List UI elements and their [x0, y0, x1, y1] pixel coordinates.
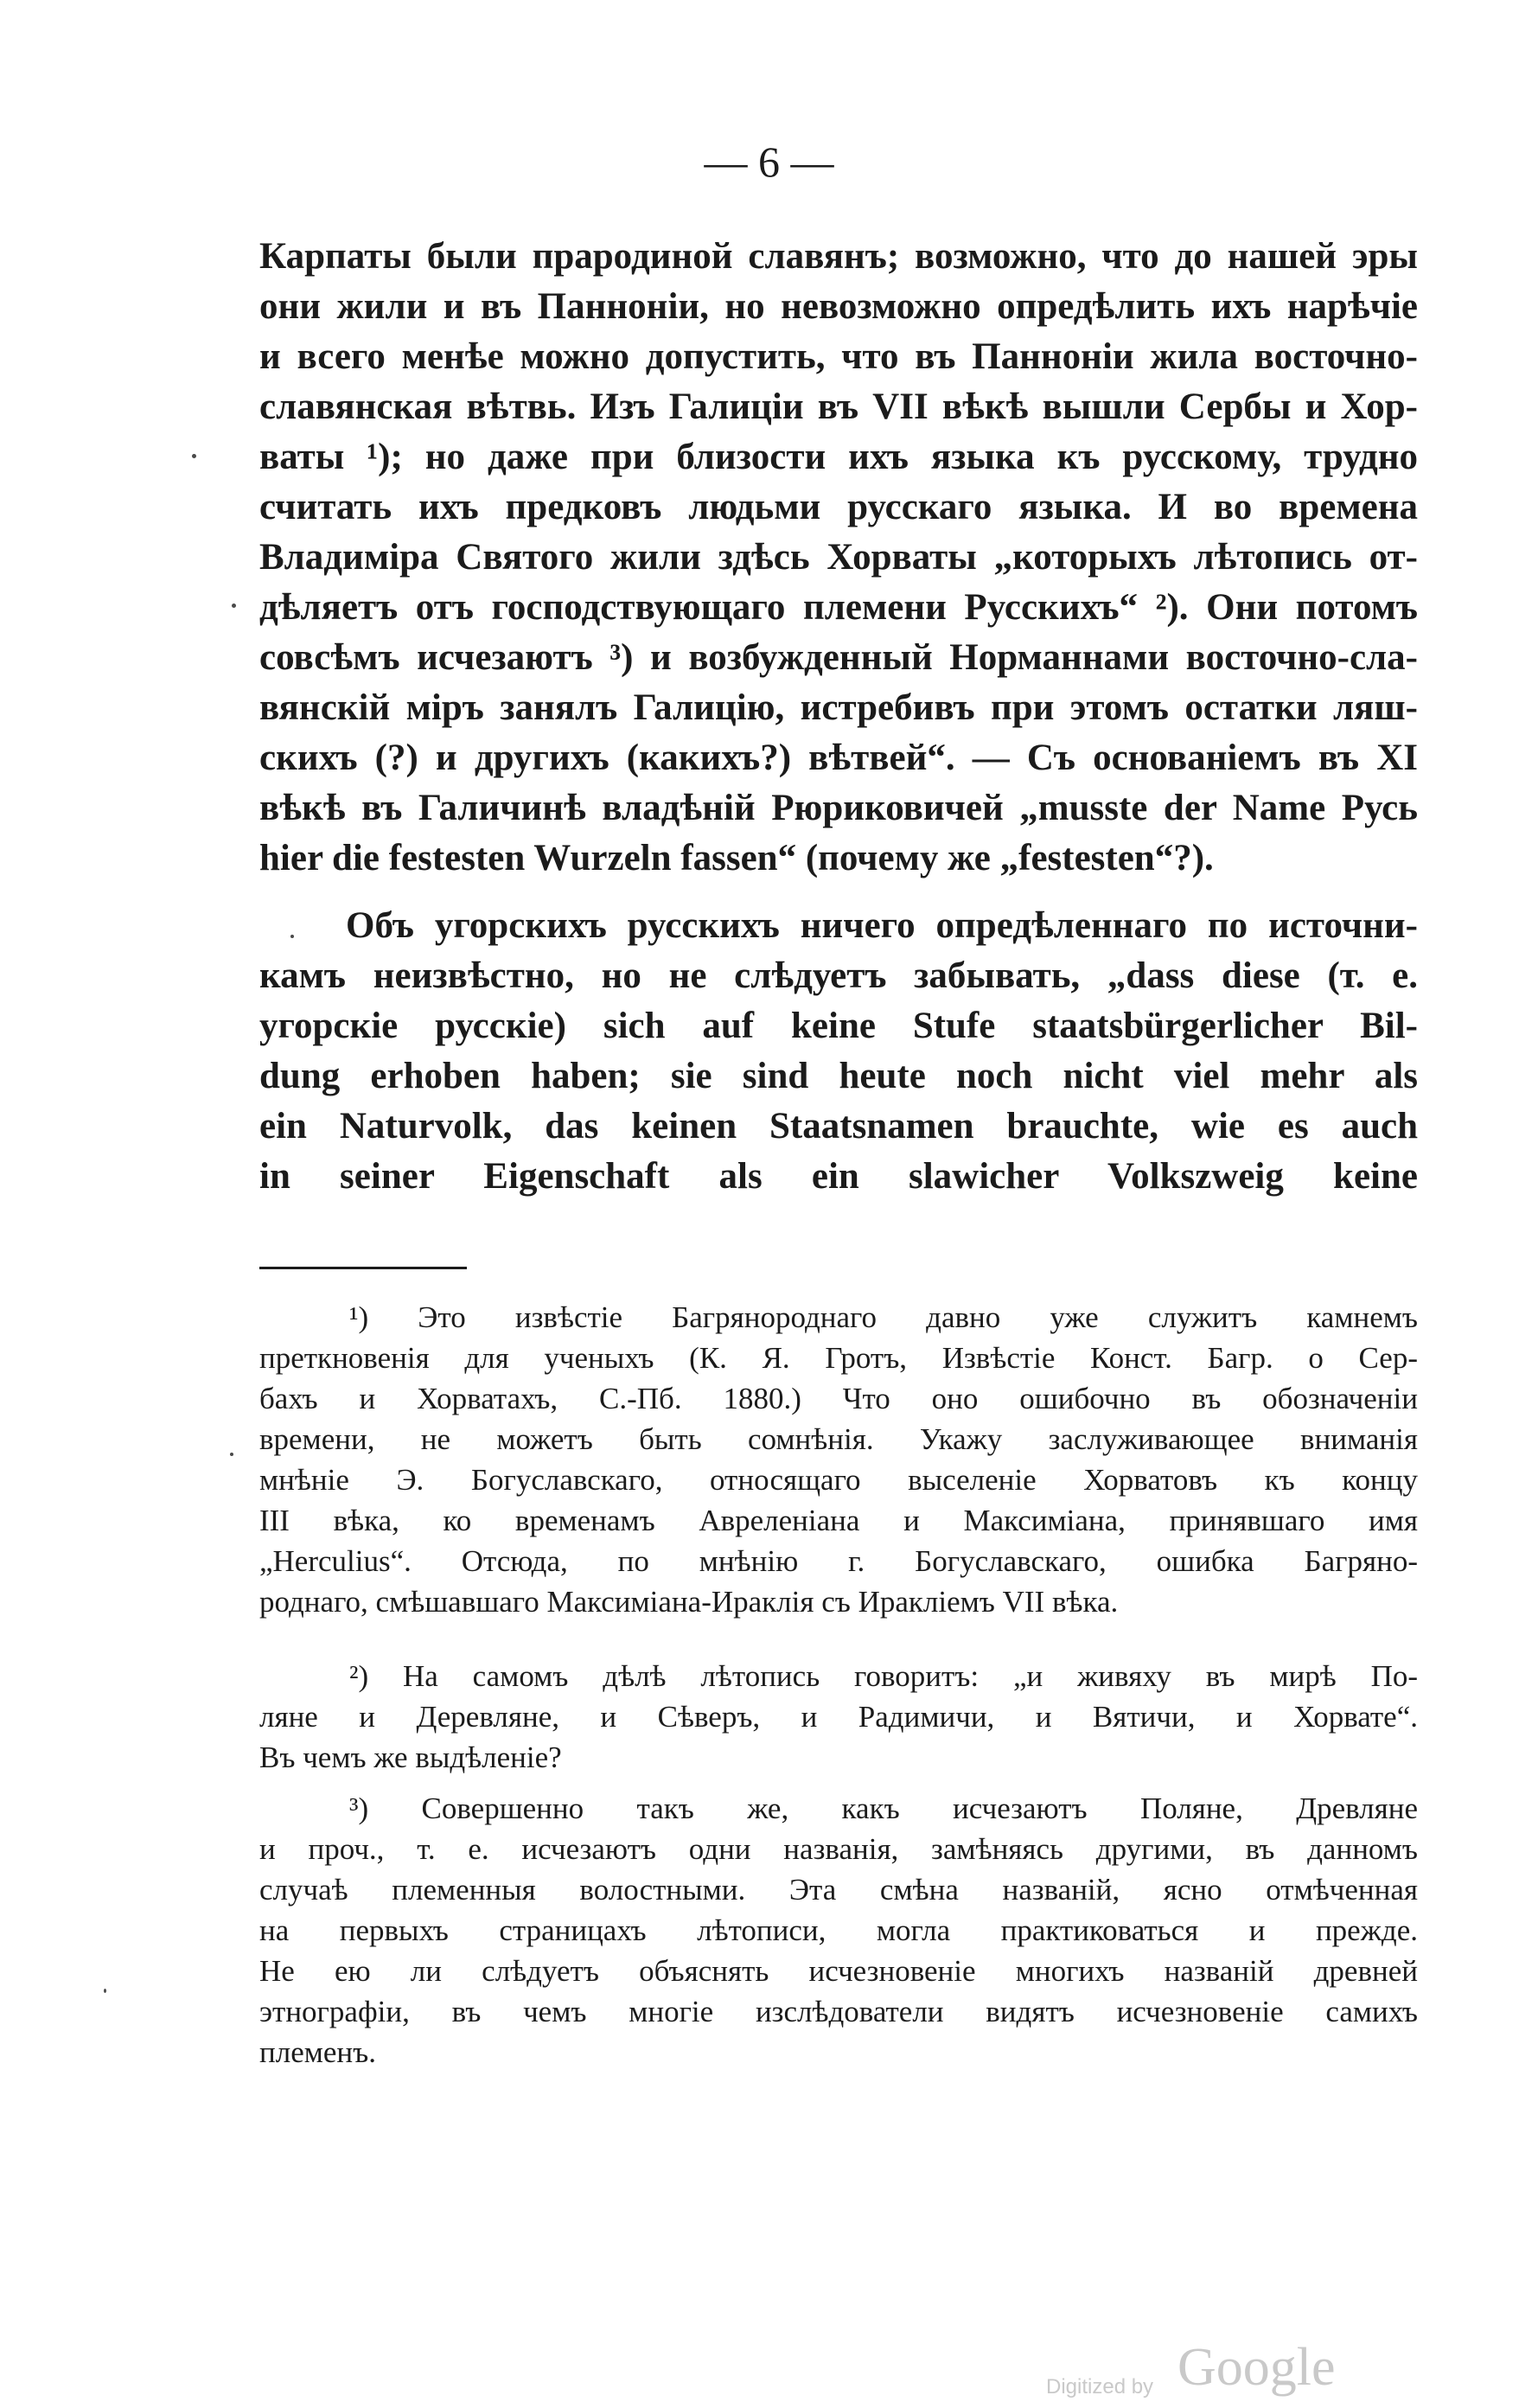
- scan-speck: [192, 454, 196, 458]
- scan-speck: [232, 604, 236, 608]
- footnote-line: „Herculius“. Отсюда, по мнѣнiю г. Богуславскаго, ошибка Багряно-: [259, 1544, 1418, 1578]
- footnote-line: случаѣ племенныя волостными. Эта смѣна названiй, ясно отмѣченная: [259, 1873, 1418, 1907]
- footnote-line: на первыхъ страницахъ лѣтописи, могла практиковаться и прежде.: [259, 1913, 1418, 1947]
- text-line: считать ихъ предковъ людьми русскаго языка. И во времена: [259, 487, 1418, 527]
- text-line: hier die festesten Wurzeln fassen“ (почему же „festesten“?).: [259, 838, 1214, 878]
- text-line: Владимiра Святого жили здѣсь Хорваты „которыхъ лѣтопись от-: [259, 537, 1418, 578]
- text-line: скихъ (?) и другихъ (какихъ?) вѣтвей“. — Съ основанiемъ въ XI: [259, 738, 1418, 778]
- footnote-line: мнѣнiе Э. Богуславскаго, относящаго выселенiе Хорватовъ къ концу: [259, 1463, 1418, 1497]
- footnote-line: племенъ.: [259, 2035, 376, 2069]
- footnote-line: этнографiи, въ чемъ многiе изслѣдователи видятъ исчезновенiе самихъ: [259, 1995, 1418, 2028]
- digitized-watermark: [1046, 2338, 1452, 2408]
- page-number: — 6 —: [704, 137, 834, 186]
- footnote-1: [259, 1297, 1418, 1622]
- main-paragraph-2: [259, 901, 1418, 1202]
- text-line: dung erhoben haben; sie sind heute noch nicht viel mehr als: [259, 1056, 1418, 1096]
- text-line: ваты ¹); но даже при близости ихъ языка къ русскому, трудно: [259, 437, 1418, 477]
- footnote-line: ляне и Деревляне, и Сѣверъ, и Радимичи, и Вятичи, и Хорвате“.: [259, 1700, 1418, 1734]
- text-line: ein Naturvolk, das keinen Staatsnamen brauchte, wie es auch: [259, 1106, 1418, 1147]
- text-line: совсѣмъ исчезаютъ ³) и возбужденный Норманнами восточно-сла-: [259, 637, 1418, 678]
- text-line: in seiner Eigenschaft als ein slawicher Volkszweig keine: [259, 1156, 1418, 1197]
- scan-speck: [230, 1453, 233, 1456]
- footnote-separator: [259, 1267, 467, 1269]
- text-line: они жили и въ Паннонiи, но невозможно опредѣлить ихъ нарѣчiе: [259, 286, 1418, 327]
- footnote-line: ¹) Это извѣстiе Багрянороднаго давно уже служитъ камнемъ: [349, 1300, 1418, 1334]
- footnote-line: Не ею ли слѣдуетъ объяснять исчезновенiе многихъ названiй древней: [259, 1954, 1418, 1988]
- footnote-line: Въ чемъ же выдѣленiе?: [259, 1741, 562, 1774]
- footnote-line: роднаго, смѣшавшаго Максимiана-Ираклiя съ Ираклiемъ VII вѣка.: [259, 1585, 1119, 1619]
- scan-speck: [104, 1989, 106, 1993]
- footnote-line: времени, не можетъ быть сомнѣнiя. Укажу заслуживающее вниманiя: [259, 1422, 1418, 1456]
- text-line: вѣкѣ въ Галичинѣ владѣнiй Рюриковичей „musste der Name Русь: [259, 788, 1418, 828]
- text-line: славянская вѣтвь. Изъ Галицiи въ VII вѣкѣ вышли Сербы и Хор-: [259, 386, 1418, 427]
- text-line: дѣляетъ отъ господствующаго племени Русскихъ“ ²). Они потомъ: [259, 587, 1418, 628]
- footnote-3: [259, 1788, 1418, 2073]
- scan-speck: [290, 935, 294, 938]
- text-line: камъ неизвѣстно, но не слѣдуетъ забывать, „dass diese (т. е.: [259, 955, 1418, 996]
- footnote-line: и проч., т. е. исчезаютъ одни названiя, замѣняясь другими, въ данномъ: [259, 1832, 1418, 1866]
- footnote-line: ²) На самомъ дѣлѣ лѣтопись говоритъ: „и живяху въ мирѣ По-: [349, 1659, 1418, 1693]
- footnote-line: ³) Совершенно такъ же, какъ исчезаютъ Поляне, Древляне: [349, 1792, 1418, 1825]
- watermark-prefix: Digitized by: [1046, 2375, 1154, 2398]
- google-logo: Google: [1177, 2338, 1336, 2397]
- footnote-line: бахъ и Хорватахъ, С.-Пб. 1880.) Что оно ошибочно въ обозначенiи: [259, 1382, 1418, 1415]
- footnote-2: [259, 1656, 1418, 1778]
- text-line: и всего менѣе можно допустить, что въ Паннонiи жила восточно-: [259, 336, 1418, 377]
- text-line: угорскiе русскiе) sich auf keine Stufe staatsbürgerlicher Bil-: [259, 1006, 1418, 1046]
- text-line: Карпаты были прародиной славянъ; возможно, что до нашей эры: [259, 236, 1418, 277]
- text-line: Объ угорскихъ русскихъ ничего опредѣленнаго по источни-: [346, 905, 1418, 946]
- footnote-line: преткновенiя для ученыхъ (К. Я. Гротъ, Извѣстiе Конст. Багр. о Сер-: [259, 1341, 1418, 1375]
- main-paragraph-1: [259, 232, 1418, 884]
- text-line: вянскiй мiръ занялъ Галицiю, истребивъ при этомъ остатки ляш-: [259, 687, 1418, 728]
- footnote-line: III вѣка, ко временамъ Авреленiана и Максимiана, принявшаго имя: [259, 1504, 1418, 1537]
